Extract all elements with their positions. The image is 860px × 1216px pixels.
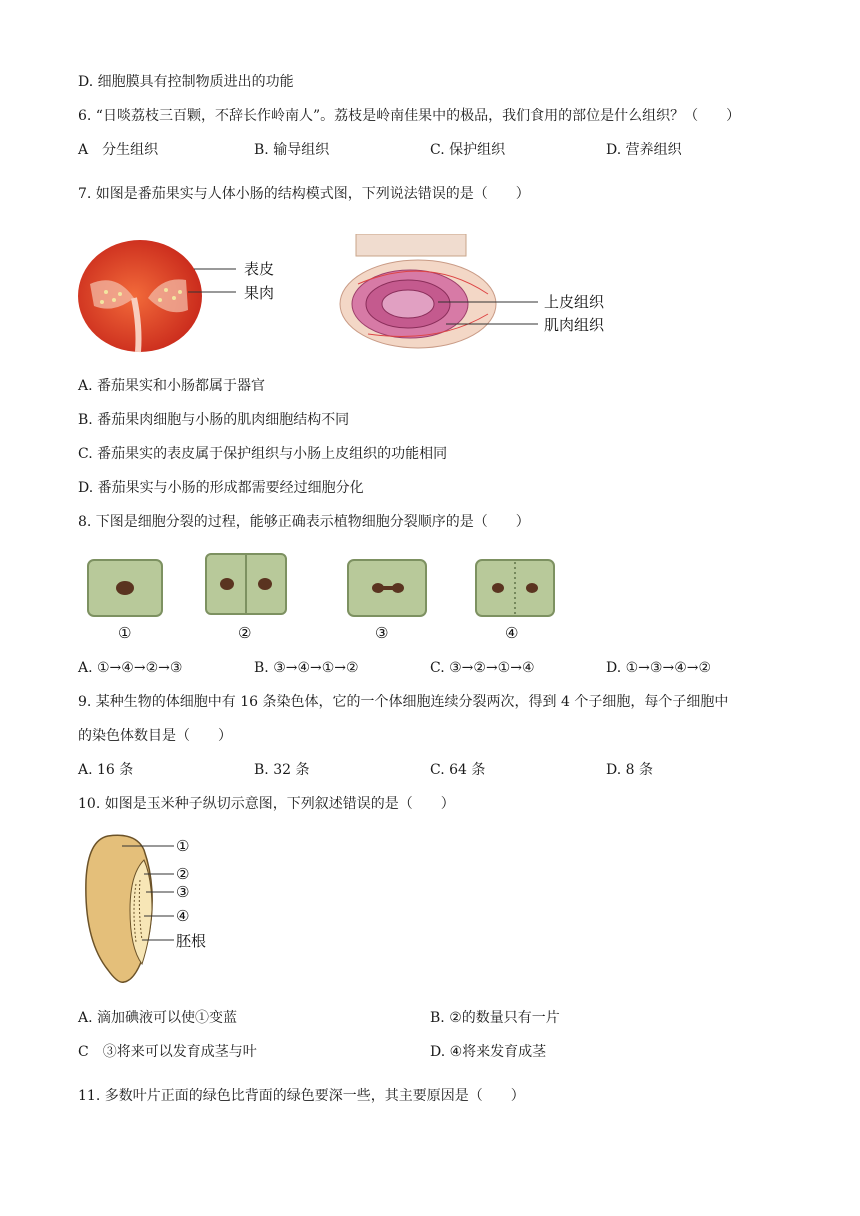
corn-seed-illustration: [86, 835, 152, 982]
cell-label-3: ③: [375, 624, 389, 642]
cell-4: [476, 560, 554, 616]
seed-label-3: ③: [176, 883, 190, 901]
q10-option-d[interactable]: D. ④将来发育成茎: [430, 1044, 547, 1060]
corn-seed-figure: [78, 830, 238, 990]
q10-option-c[interactable]: C ③将来可以发育成茎与叶: [78, 1044, 257, 1060]
tomato-label-skin: 表皮: [244, 260, 275, 278]
q9-option-a[interactable]: A. 16 条: [78, 762, 134, 778]
tomato-illustration: [78, 240, 202, 352]
seed-label-1: ①: [176, 837, 190, 855]
tomato-figure: [76, 236, 286, 358]
q9-option-c[interactable]: C. 64 条: [430, 762, 486, 778]
q8-option-b[interactable]: B. ③→④→①→②: [254, 660, 359, 676]
q9-stem-line1: 9. 某种生物的体细胞中有 16 条染色体，它的一个体细胞连续分裂两次，得到 4 个子细胞，每个子细胞中: [78, 694, 729, 710]
seed-label-radicle: 胚根: [176, 932, 207, 950]
q6-option-a[interactable]: A 分生组织: [78, 142, 159, 158]
q6-option-c[interactable]: C. 保护组织: [430, 142, 506, 158]
cell-1: [88, 560, 162, 616]
intestine-illustration: [340, 234, 496, 348]
q6-option-b[interactable]: B. 输导组织: [254, 142, 330, 158]
cell-label-2: ②: [238, 624, 252, 642]
q7-option-a[interactable]: A. 番茄果实和小肠都属于器官: [78, 378, 266, 394]
q8-option-a[interactable]: A. ①→④→②→③: [78, 660, 183, 676]
intestine-figure: [338, 234, 618, 350]
q5-option-d: D. 细胞膜具有控制物质进出的功能: [78, 74, 294, 90]
cell-label-4: ④: [505, 624, 519, 642]
q9-stem-line2: 的染色体数目是（ ）: [78, 728, 232, 744]
cell-division-figure: [80, 550, 580, 646]
intestine-label-muscle: 肌肉组织: [544, 316, 605, 334]
q11-stem: 11. 多数叶片正面的绿色比背面的绿色要深一些，其主要原因是（ ）: [78, 1088, 525, 1104]
q10-option-a[interactable]: A. 滴加碘液可以使①变蓝: [78, 1010, 238, 1026]
q9-option-b[interactable]: B. 32 条: [254, 762, 310, 778]
q8-stem: 8. 下图是细胞分裂的过程，能够正确表示植物细胞分裂顺序的是（ ）: [78, 514, 530, 530]
cell-2: [206, 554, 286, 614]
q8-option-c[interactable]: C. ③→②→①→④: [430, 660, 535, 676]
seed-label-4: ④: [176, 907, 190, 925]
q7-option-d[interactable]: D. 番茄果实与小肠的形成都需要经过细胞分化: [78, 480, 364, 496]
q7-stem: 7. 如图是番茄果实与人体小肠的结构模式图，下列说法错误的是（ ）: [78, 186, 530, 202]
tomato-label-flesh: 果肉: [244, 284, 275, 302]
q9-option-d[interactable]: D. 8 条: [606, 762, 653, 778]
q6-option-d[interactable]: D. 营养组织: [606, 142, 682, 158]
q10-stem: 10. 如图是玉米种子纵切示意图，下列叙述错误的是（ ）: [78, 796, 455, 812]
intestine-label-epithelium: 上皮组织: [544, 293, 605, 311]
cell-3: [348, 560, 426, 616]
cell-label-1: ①: [118, 624, 132, 642]
q6-stem: 6. “日啖荔枝三百颗，不辞长作岭南人”。荔枝是岭南佳果中的极品，我们食用的部位是什么组织？（ ）: [78, 108, 741, 124]
q10-option-b[interactable]: B. ②的数量只有一片: [430, 1010, 560, 1026]
seed-label-2: ②: [176, 865, 190, 883]
q7-option-b[interactable]: B. 番茄果肉细胞与小肠的肌肉细胞结构不同: [78, 412, 350, 428]
q7-option-c[interactable]: C. 番茄果实的表皮属于保护组织与小肠上皮组织的功能相同: [78, 446, 448, 462]
q8-option-d[interactable]: D. ①→③→④→②: [606, 660, 712, 676]
